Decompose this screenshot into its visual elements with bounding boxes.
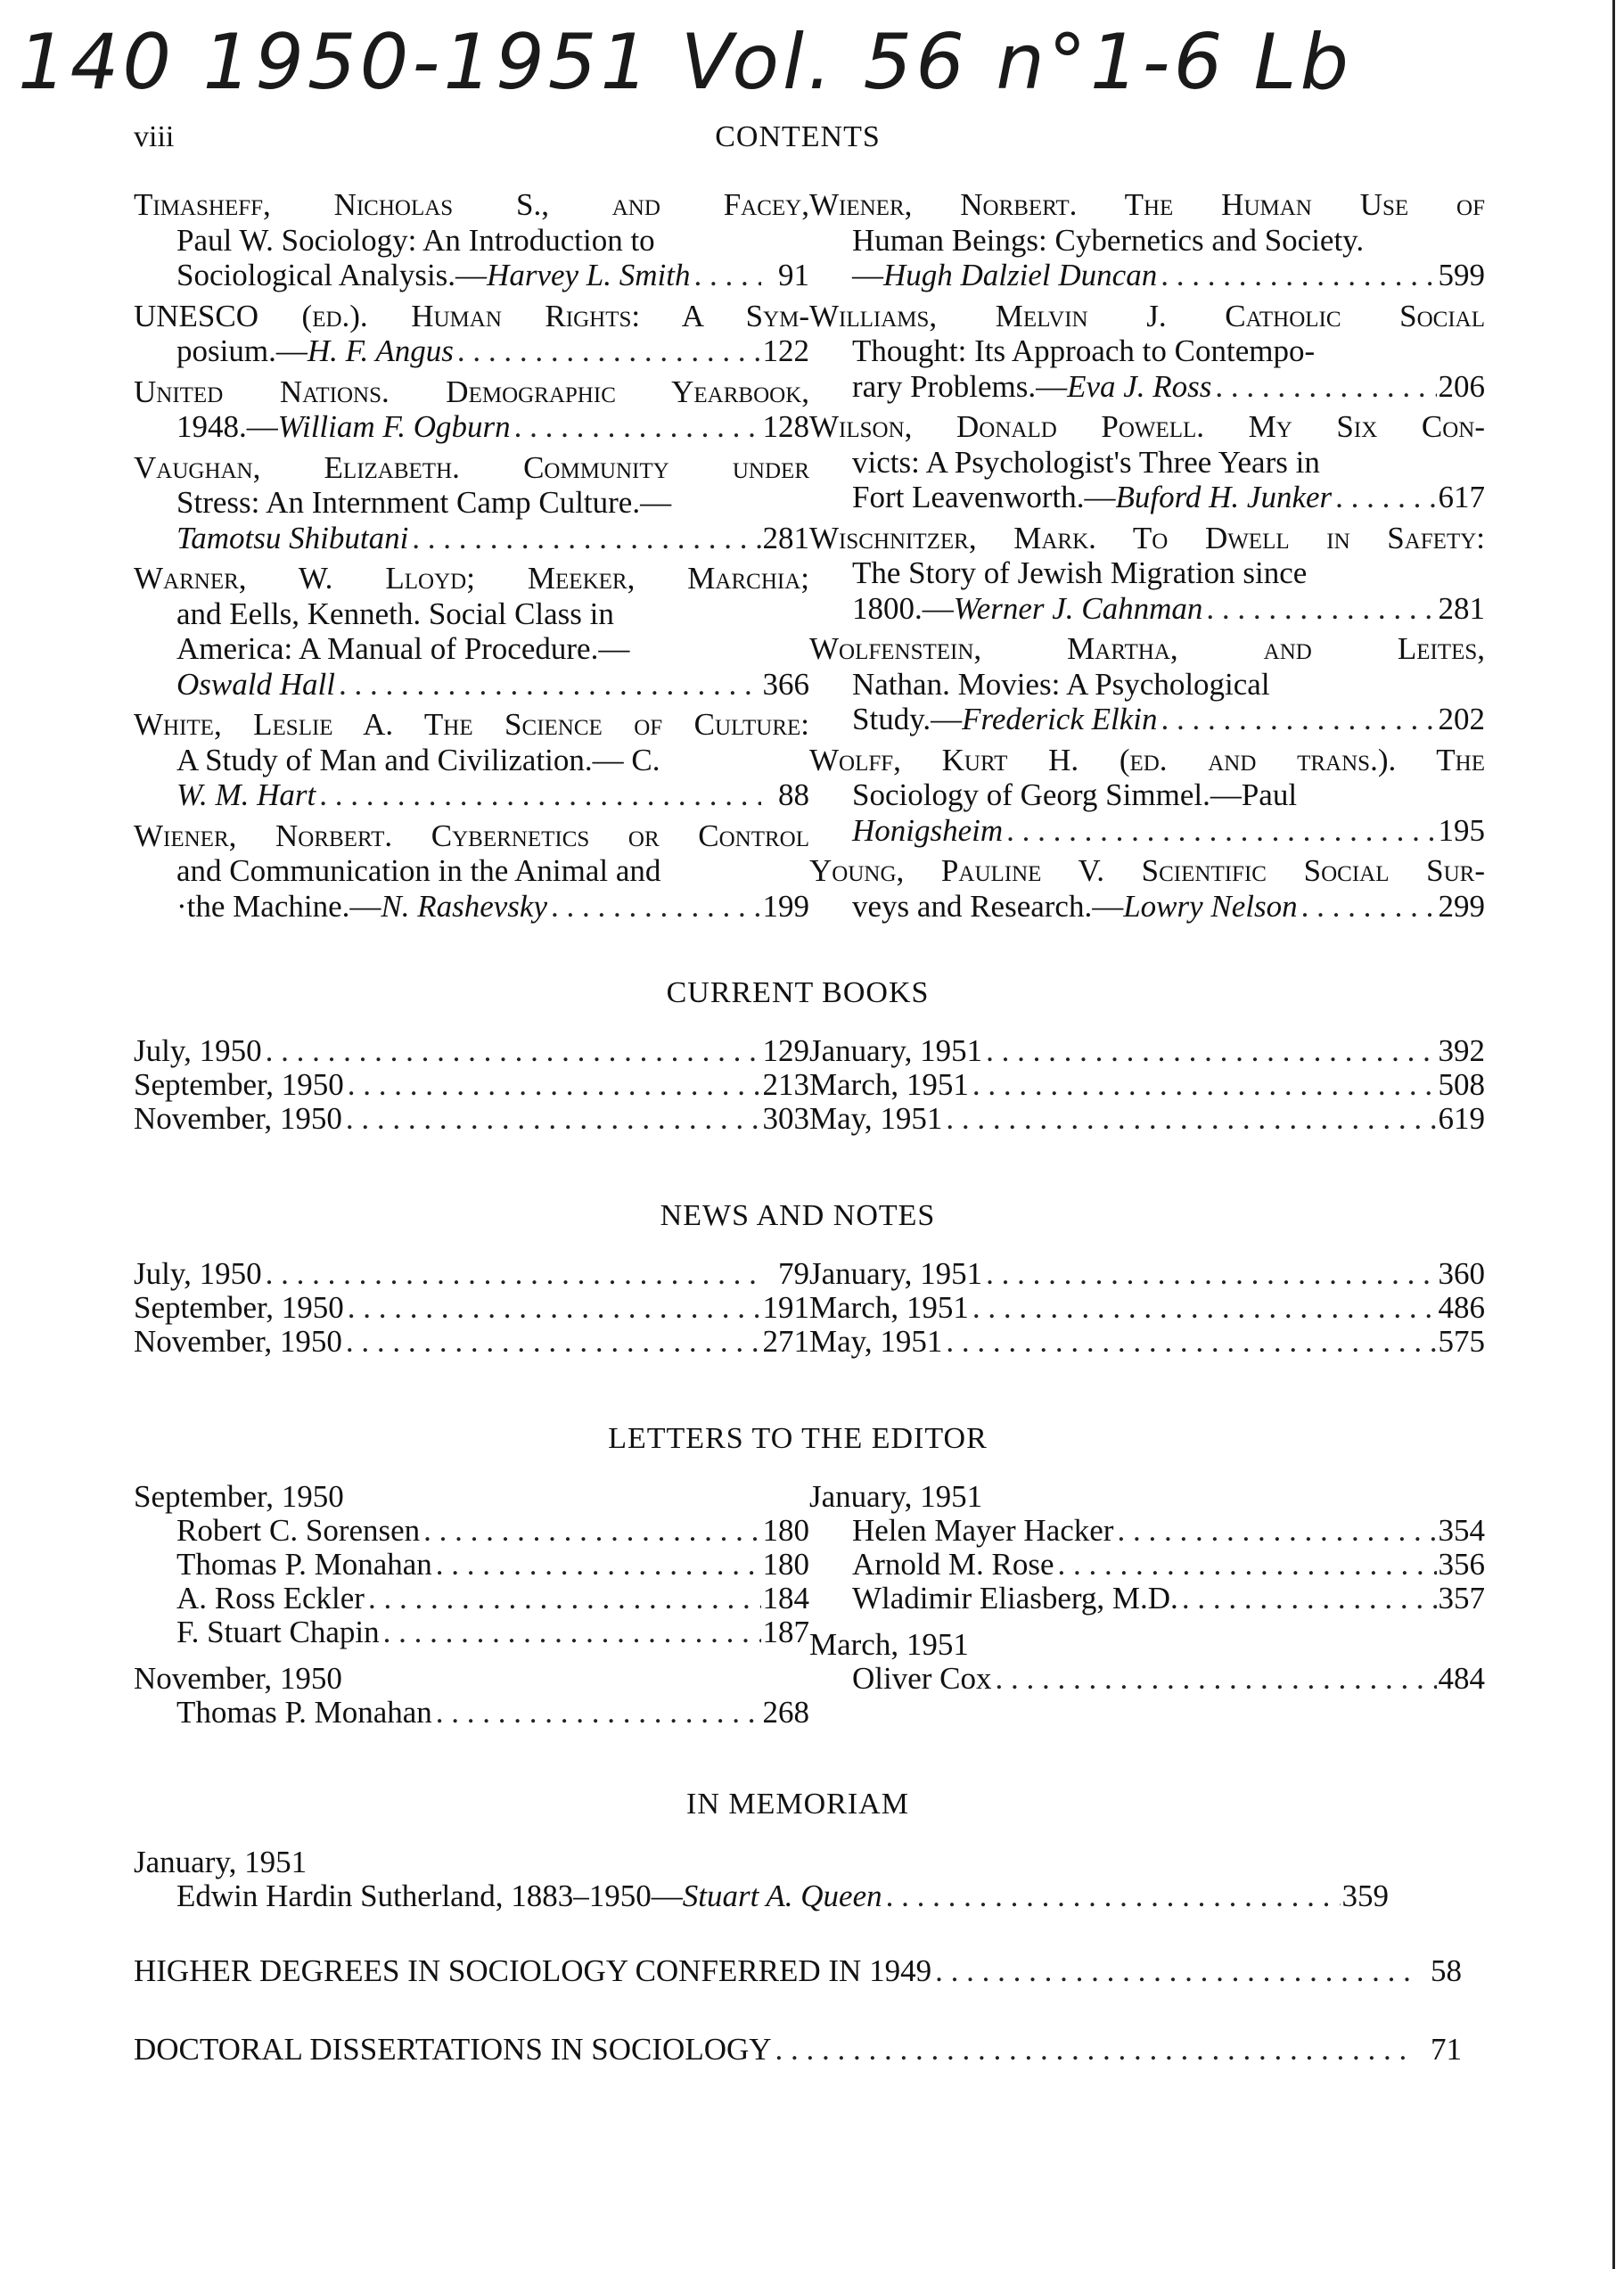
page-ref: 484 xyxy=(1438,1661,1485,1696)
review-title-end: Study.— xyxy=(852,702,963,736)
page-ref: 180 xyxy=(762,1513,809,1548)
dot-leader xyxy=(511,409,761,445)
review-author: Timasheff, Nicholas S., and Facey, xyxy=(134,187,809,222)
review-title-line: Sociology of Georg Simmel.—Paul xyxy=(852,777,1298,812)
page-ref: 354 xyxy=(1438,1513,1485,1548)
dot-leader xyxy=(1332,480,1437,515)
dot-leader xyxy=(316,777,761,813)
page-ref: 128 xyxy=(762,409,809,444)
dot-leader xyxy=(262,1034,761,1068)
letter-author: Arnold M. Rose xyxy=(852,1547,1054,1582)
reviewer-name: Frederick Elkin xyxy=(962,702,1158,736)
page-ref: 129 xyxy=(762,1033,809,1068)
review-author: Wilson, Donald Powell. My Six Con- xyxy=(809,409,1485,444)
review-entry xyxy=(134,818,809,925)
page-ref: 191 xyxy=(762,1290,809,1325)
review-author: Young, Pauline V. Scientific Social Sur- xyxy=(809,853,1485,888)
review-title-end: ·the Machine.— xyxy=(176,888,381,924)
review-reviewer-line xyxy=(176,889,547,925)
letters-issue-group xyxy=(809,1480,1485,1615)
reviewer-name: Eva J. Ross xyxy=(1067,368,1212,404)
reviewer-name: Werner J. Cahnman xyxy=(953,590,1203,626)
page-ref: 58 xyxy=(1431,1953,1462,1988)
page-ref: 575 xyxy=(1438,1324,1485,1359)
dot-leader xyxy=(691,258,762,293)
issue-row xyxy=(809,1291,1485,1325)
review-author: Wiener, Norbert. The Human Use of xyxy=(809,187,1485,222)
page-title: CONTENTS xyxy=(715,120,881,153)
reviewer-name: Buford H. Junker xyxy=(1115,480,1333,514)
dot-leader xyxy=(1298,889,1437,925)
review-last-line xyxy=(809,889,1485,925)
page-edge-line xyxy=(1612,0,1615,2269)
page-ref: 486 xyxy=(1438,1290,1485,1325)
letter-author: Robert C. Sorensen xyxy=(176,1513,421,1548)
dot-leader xyxy=(432,1548,761,1582)
memoriam-title: IN MEMORIAM xyxy=(686,1788,909,1821)
dot-leader xyxy=(335,667,761,703)
issue-row xyxy=(809,1034,1485,1068)
dot-leader xyxy=(942,1325,1437,1359)
review-entry xyxy=(134,561,809,702)
page-ref: 122 xyxy=(762,333,809,368)
review-title-end: Sociological Analysis.— xyxy=(176,258,488,292)
review-title-line: and Eells, Kenneth. Social Class in xyxy=(176,596,614,631)
review-last-line xyxy=(809,702,1485,737)
letter-row xyxy=(809,1548,1485,1582)
dot-leader xyxy=(982,1034,1437,1068)
review-author: Williams, Melvin J. Catholic Social xyxy=(809,298,1485,333)
reviewer-name: Lowry Nelson xyxy=(1123,888,1298,924)
issue-label: November, 1950 xyxy=(134,1101,342,1136)
review-title-end: veys and Research.— xyxy=(852,888,1124,924)
memoriam-issue: January, 1951 xyxy=(134,1845,308,1879)
current-books-title: CURRENT BOOKS xyxy=(666,976,930,1009)
review-author: UNESCO (ed.). Human Rights: A Sym- xyxy=(134,298,809,333)
letter-row xyxy=(134,1582,809,1615)
review-reviewer-line xyxy=(176,521,408,556)
dot-leader xyxy=(931,1954,1414,1988)
page-ref: 299 xyxy=(1438,888,1485,924)
page-ref: 199 xyxy=(762,888,809,924)
review-title-line: victs: A Psychologist's Three Years in xyxy=(852,444,1320,480)
letters-issue-group xyxy=(134,1662,809,1730)
letters-issue: January, 1951 xyxy=(809,1479,983,1514)
page-ref: 213 xyxy=(762,1067,809,1102)
news-notes-section xyxy=(134,1256,1485,1359)
issue-label: May, 1951 xyxy=(809,1101,943,1136)
review-reviewer-line xyxy=(852,369,1211,405)
review-last-line xyxy=(809,258,1485,293)
reviewer-name: Harvey L. Smith xyxy=(487,258,691,292)
letters-issue: November, 1950 xyxy=(134,1661,342,1696)
letter-row xyxy=(134,1696,809,1730)
letter-row xyxy=(809,1662,1485,1696)
page-ref: 360 xyxy=(1438,1256,1485,1291)
reviews-right-column xyxy=(809,187,1485,929)
letters-issue: September, 1950 xyxy=(134,1479,344,1514)
review-title-line: Paul W. Sociology: An Introduction to xyxy=(176,222,655,258)
review-last-line xyxy=(809,813,1485,849)
page-ref: 356 xyxy=(1438,1547,1485,1582)
reviewer-name: Tamotsu Shibutani xyxy=(176,520,409,555)
dot-leader xyxy=(969,1291,1437,1325)
page-ref: 195 xyxy=(1438,812,1485,848)
letters-left xyxy=(134,1480,809,1742)
review-last-line xyxy=(134,777,809,813)
review-entry xyxy=(809,521,1485,627)
review-last-line xyxy=(809,480,1485,515)
page-ref: 91 xyxy=(778,258,809,292)
review-entry xyxy=(134,187,809,293)
memoriam-section xyxy=(134,1846,1462,1913)
page-ref: 206 xyxy=(1438,368,1485,404)
review-entry xyxy=(809,743,1485,849)
review-title-end: Fort Leavenworth.— xyxy=(852,480,1116,514)
page-ref: 268 xyxy=(762,1695,809,1730)
page-ref: 180 xyxy=(762,1547,809,1582)
review-entry xyxy=(134,707,809,813)
issue-row xyxy=(809,1325,1485,1359)
review-title-line: and Communication in the Animal and xyxy=(176,853,661,888)
issue-row xyxy=(134,1102,809,1136)
review-title-line: Nathan. Movies: A Psychological xyxy=(852,666,1270,702)
dot-leader xyxy=(344,1068,761,1102)
letter-row xyxy=(134,1514,809,1548)
review-last-line xyxy=(134,889,809,925)
review-entry xyxy=(809,631,1485,737)
higher-degrees-label: HIGHER DEGREES IN SOCIOLOGY CONFERRED IN 1949 xyxy=(134,1953,932,1988)
review-reviewer-line xyxy=(852,702,1157,737)
review-title-line: The Story of Jewish Migration since xyxy=(852,555,1308,590)
reviewer-name: W. M. Hart xyxy=(176,777,316,812)
reviewer-name: N. Rashevsky xyxy=(381,888,547,924)
dot-leader xyxy=(942,1102,1437,1136)
issue-row xyxy=(134,1291,809,1325)
review-author: Warner, W. Lloyd; Meeker, Marchia; xyxy=(134,561,809,596)
review-entry xyxy=(809,187,1485,293)
dot-leader xyxy=(1157,258,1437,293)
review-last-line xyxy=(134,521,809,556)
reviewer-name: H. F. Angus xyxy=(307,333,454,368)
letter-author: Thomas P. Monahan xyxy=(176,1695,432,1730)
memoriam-entry-text: Edwin Hardin Sutherland, 1883–1950—Stuart A. Queen xyxy=(176,1879,882,1913)
review-last-line xyxy=(809,369,1485,405)
review-entry xyxy=(134,299,809,369)
dot-leader xyxy=(1211,369,1437,405)
letter-author: A. Ross Eckler xyxy=(176,1581,365,1615)
review-reviewer-line xyxy=(852,889,1298,925)
news-notes-left xyxy=(134,1257,809,1359)
issue-row xyxy=(809,1068,1485,1102)
dot-leader xyxy=(1178,1582,1437,1615)
dot-leader xyxy=(982,1257,1437,1291)
review-title-end: rary Problems.— xyxy=(852,368,1068,404)
review-title-end: 1800.— xyxy=(852,590,954,626)
dot-leader xyxy=(1157,702,1437,737)
memoriam-entry xyxy=(134,1879,1389,1913)
issue-label: July, 1950 xyxy=(134,1033,262,1068)
page-ref: 187 xyxy=(762,1615,809,1649)
issue-row xyxy=(134,1034,809,1068)
review-entry xyxy=(134,374,809,445)
page-ref: 88 xyxy=(778,777,809,812)
dissertations-label: DOCTORAL DISSERTATIONS IN SOCIOLOGY xyxy=(134,2032,772,2067)
issue-label: January, 1951 xyxy=(809,1033,983,1068)
issue-row xyxy=(134,1325,809,1359)
review-author: Vaughan, Elizabeth. Community under xyxy=(134,449,809,485)
issue-row xyxy=(134,1257,809,1291)
review-entry xyxy=(809,409,1485,515)
review-title-line: Stress: An Internment Camp Culture.— xyxy=(176,485,672,520)
reviewer-name: Hugh Dalziel Duncan xyxy=(883,258,1158,292)
review-reviewer-line xyxy=(176,333,454,369)
letter-author: Thomas P. Monahan xyxy=(176,1547,432,1582)
current-books-left xyxy=(134,1034,809,1136)
dot-leader xyxy=(1202,591,1437,627)
page-ref: 392 xyxy=(1438,1033,1485,1068)
issue-label: November, 1950 xyxy=(134,1324,342,1359)
review-title-end: 1948.— xyxy=(176,409,278,444)
review-entry xyxy=(809,299,1485,405)
letters-issue-group xyxy=(809,1628,1485,1696)
review-reviewer-line xyxy=(176,777,316,813)
issue-label: January, 1951 xyxy=(809,1256,983,1291)
page-ref: 281 xyxy=(762,520,809,555)
letters-section xyxy=(134,1479,1485,1742)
issue-row xyxy=(134,1068,809,1102)
review-title-line: America: A Manual of Procedure.— xyxy=(176,631,630,666)
page-ref: 184 xyxy=(762,1581,809,1615)
letter-row xyxy=(809,1514,1485,1548)
reviewer-name: Oswald Hall xyxy=(176,666,335,702)
letter-author: Helen Mayer Hacker xyxy=(852,1513,1114,1548)
page-ref: 303 xyxy=(762,1101,809,1136)
review-last-line xyxy=(134,667,809,703)
review-author: Wiener, Norbert. Cybernetics or Control xyxy=(134,818,809,853)
review-author: Wolff, Kurt H. (ed. and trans.). The xyxy=(809,742,1485,777)
letters-issue: March, 1951 xyxy=(809,1627,969,1662)
review-title-line: Thought: Its Approach to Contempo- xyxy=(852,333,1316,368)
current-books-right xyxy=(809,1034,1485,1136)
reviewer-name: Honigsheim xyxy=(852,812,1004,848)
review-author: Wolfenstein, Martha, and Leites, xyxy=(809,631,1485,666)
dot-leader xyxy=(365,1582,761,1615)
page-ref: 619 xyxy=(1438,1101,1485,1136)
page-ref: 79 xyxy=(778,1256,809,1291)
news-notes-right xyxy=(809,1257,1485,1359)
letter-author: F. Stuart Chapin xyxy=(176,1615,380,1649)
dot-leader xyxy=(547,889,761,925)
page-ref: 508 xyxy=(1438,1067,1485,1102)
dot-leader xyxy=(992,1662,1437,1696)
review-last-line xyxy=(809,591,1485,627)
dot-leader xyxy=(454,333,761,369)
handwritten-catalog-note: 140 1950-1951 Vol. 56 n°1-6 Lb xyxy=(18,18,1353,107)
dot-leader xyxy=(432,1696,761,1730)
page-ref: 202 xyxy=(1438,702,1485,736)
dot-leader xyxy=(1003,813,1437,849)
review-reviewer-line xyxy=(852,480,1332,515)
dot-leader xyxy=(420,1514,761,1548)
dissertations-entry xyxy=(134,2033,1462,2067)
page-ref: 599 xyxy=(1438,258,1485,292)
letter-author: Wladimir Eliasberg, M.D. xyxy=(852,1581,1178,1615)
letters-issue-group xyxy=(134,1480,809,1649)
dot-leader xyxy=(772,2033,1414,2067)
page-ref: 71 xyxy=(1431,2032,1462,2067)
dot-leader xyxy=(1054,1548,1437,1582)
dot-leader xyxy=(380,1615,761,1649)
review-reviewer-line xyxy=(852,258,1157,293)
reviews-left-column xyxy=(134,187,809,929)
dot-leader xyxy=(882,1879,1341,1913)
issue-label: July, 1950 xyxy=(134,1256,262,1291)
issue-label: May, 1951 xyxy=(809,1324,943,1359)
dot-leader xyxy=(262,1257,761,1291)
current-books-section xyxy=(134,1033,1485,1136)
review-title-line: A Study of Man and Civilization.— C. xyxy=(176,742,660,777)
dot-leader xyxy=(342,1102,761,1136)
letter-row xyxy=(809,1582,1485,1615)
book-reviews-index xyxy=(134,187,1485,929)
review-author: United Nations. Demographic Yearbook, xyxy=(134,374,809,409)
dot-leader xyxy=(344,1291,761,1325)
page-number: viii xyxy=(134,120,175,153)
issue-row xyxy=(809,1102,1485,1136)
review-entry xyxy=(134,450,809,556)
news-notes-title: NEWS AND NOTES xyxy=(660,1199,936,1232)
review-author: Wischnitzer, Mark. To Dwell in Safety: xyxy=(809,520,1485,555)
letter-author: Oliver Cox xyxy=(852,1661,992,1696)
reviewer-name: William F. Ogburn xyxy=(277,409,511,444)
review-reviewer-line xyxy=(852,813,1003,849)
page-ref: 281 xyxy=(1438,590,1485,626)
dot-leader xyxy=(408,521,761,556)
dot-leader xyxy=(1113,1514,1437,1548)
page-ref: 617 xyxy=(1438,480,1485,514)
review-reviewer-line xyxy=(176,258,691,293)
review-last-line xyxy=(134,258,809,293)
page-header xyxy=(134,120,1462,165)
page-ref: 366 xyxy=(762,666,809,702)
issue-label: September, 1950 xyxy=(134,1067,344,1102)
page-ref: 271 xyxy=(762,1324,809,1359)
review-reviewer-line xyxy=(176,667,335,703)
page-ref: 357 xyxy=(1438,1581,1485,1615)
review-reviewer-line xyxy=(176,409,511,445)
letters-title: LETTERS TO THE EDITOR xyxy=(608,1422,988,1455)
review-author: White, Leslie A. The Science of Culture: xyxy=(134,707,809,742)
review-last-line xyxy=(134,333,809,369)
higher-degrees-entry xyxy=(134,1954,1462,1988)
review-reviewer-line xyxy=(852,591,1202,627)
review-title-end: posium.— xyxy=(176,333,308,368)
issue-row xyxy=(809,1257,1485,1291)
letter-row xyxy=(134,1615,809,1649)
issue-label: September, 1950 xyxy=(134,1290,344,1325)
dot-leader xyxy=(969,1068,1437,1102)
review-title-end: — xyxy=(852,258,883,292)
page-ref: 359 xyxy=(1341,1879,1389,1913)
letters-right xyxy=(809,1480,1485,1742)
dot-leader xyxy=(342,1325,761,1359)
review-last-line xyxy=(134,409,809,445)
issue-label: March, 1951 xyxy=(809,1067,969,1102)
review-title-line: Human Beings: Cybernetics and Society. xyxy=(852,222,1365,258)
letter-row xyxy=(134,1548,809,1582)
review-entry xyxy=(809,853,1485,924)
issue-label: March, 1951 xyxy=(809,1290,969,1325)
